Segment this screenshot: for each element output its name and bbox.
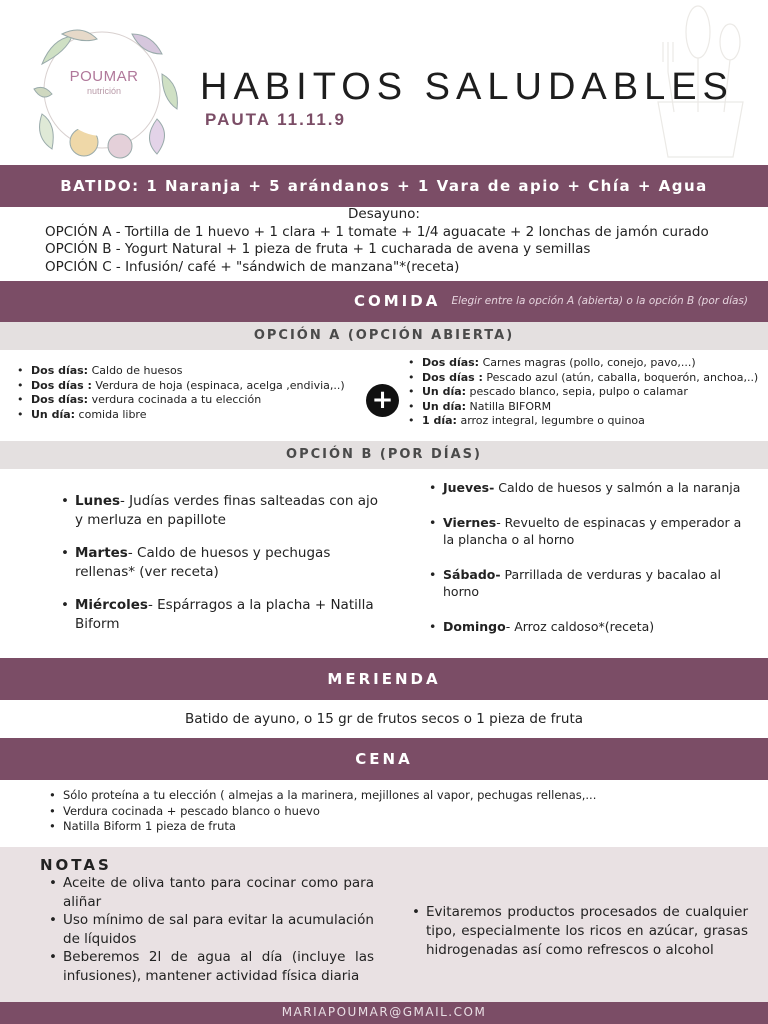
opcion-a-left-list <box>31 364 361 422</box>
page-title: HABITOS SALUDABLES <box>200 66 734 108</box>
opcion-a-title: OPCIÓN A (OPCIÓN ABIERTA) <box>253 328 515 343</box>
list-item: • Sólo proteína a tu elección ( almejas a la marinera, mejillones al vapor, pechugas rellenas,... <box>63 788 753 804</box>
cena-title: CENA <box>355 750 413 768</box>
batido-band <box>0 165 768 207</box>
list-item: • Dos días: verdura cocinada a tu elección <box>31 393 361 408</box>
list-item: • Beberemos 2l de agua al día (incluye las infusiones), mantener actividad física diaria <box>63 948 374 985</box>
list-item: • Dos días : Pescado azul (atún, caballa, boquerón, anchoa,..) <box>422 371 762 386</box>
logo-text: POUMAR <box>69 68 139 85</box>
merienda-text: Batido de ayuno, o 15 gr de frutos secos o 1 pieza de fruta <box>184 711 584 727</box>
list-item: • Martes- Caldo de huesos y pechugas rellenas* (ver receta) <box>75 544 385 581</box>
logo-subtext: nutrición <box>86 86 122 96</box>
desayuno-title: Desayuno: <box>348 206 420 222</box>
merienda-title: MERIENDA <box>327 670 441 688</box>
opcion-b-header <box>0 441 768 469</box>
list-item: • Sábado- Parrillada de verduras y bacalao al horno <box>443 566 743 601</box>
comida-band <box>0 281 768 322</box>
cena-band <box>0 738 768 780</box>
list-item: • Dos días : Verdura de hoja (espinaca, acelga ,endivia,..) <box>31 379 361 394</box>
notas-right-list <box>426 903 748 960</box>
list-item: • Uso mínimo de sal para evitar la acumulación de líquidos <box>63 911 374 948</box>
desayuno-option-b: OPCIÓN B - Yogurt Natural + 1 pieza de fruta + 1 cucharada de avena y semillas <box>45 241 591 257</box>
opcion-b-left-list <box>75 492 385 633</box>
logo <box>22 14 190 162</box>
list-item: • Dos días: Caldo de huesos <box>31 364 361 379</box>
footer-band <box>0 1002 768 1024</box>
opcion-a-header <box>0 322 768 350</box>
list-item: • Un día: pescado blanco, sepia, pulpo o calamar <box>422 385 762 400</box>
cena-list <box>63 788 753 835</box>
notas-left-list <box>63 874 374 985</box>
comida-title: COMIDA <box>354 292 441 310</box>
page-subtitle: PAUTA 11.11.9 <box>205 110 346 129</box>
desayuno-option-c: OPCIÓN C - Infusión/ café + "sándwich de manzana"*(receta) <box>45 258 460 275</box>
list-item: • Un día: Natilla BIFORM <box>422 400 762 415</box>
desayuno-section <box>0 207 768 281</box>
desayuno-option-a: OPCIÓN A - Tortilla de 1 huevo + 1 clara + 1 tomate + 1/4 aguacate + 2 lonchas de jamón curado <box>45 223 709 240</box>
notas-section <box>0 847 768 1002</box>
list-item: • Viernes- Revuelto de espinacas y emperador a la plancha o al horno <box>443 514 743 549</box>
batido-text: BATIDO: 1 Naranja + 5 arándanos + 1 Vara de apio + Chía + Agua <box>60 177 708 195</box>
list-item: • Miércoles- Espárragos a la placha + Natilla Biform <box>75 596 385 633</box>
list-item: • Domingo- Arroz caldoso*(receta) <box>443 618 743 636</box>
list-item: • Lunes- Judías verdes finas salteadas con ajo y merluza en papillote <box>75 492 385 529</box>
notas-title: NOTAS <box>40 856 112 874</box>
opcion-b-title: OPCIÓN B (POR DÍAS) <box>286 447 482 462</box>
list-item: • Dos días: Carnes magras (pollo, conejo, pavo,...) <box>422 356 762 371</box>
opcion-a-right-list <box>422 356 762 429</box>
list-item: • Jueves- Caldo de huesos y salmón a la naranja <box>443 479 743 497</box>
plus-icon: + <box>366 384 399 417</box>
list-item: • Natilla Biform 1 pieza de fruta <box>63 819 753 835</box>
list-item: • Verdura cocinada + pescado blanco o huevo <box>63 804 753 820</box>
comida-note: Elegir entre la opción A (abierta) o la opción B (por días) <box>451 295 748 307</box>
list-item: • 1 día: arroz integral, legumbre o quinoa <box>422 414 762 429</box>
list-item: • Un día: comida libre <box>31 408 361 423</box>
footer-email[interactable]: MARIAPOUMAR@GMAIL.COM <box>281 1005 487 1019</box>
list-item: • Evitaremos productos procesados de cualquier tipo, especialmente los ricos en azúcar, grasas hidrogenadas así como refrescos o alcohol <box>426 903 748 960</box>
opcion-b-right-list <box>443 479 743 635</box>
merienda-band <box>0 658 768 700</box>
list-item: • Aceite de oliva tanto para cocinar como para aliñar <box>63 874 374 911</box>
